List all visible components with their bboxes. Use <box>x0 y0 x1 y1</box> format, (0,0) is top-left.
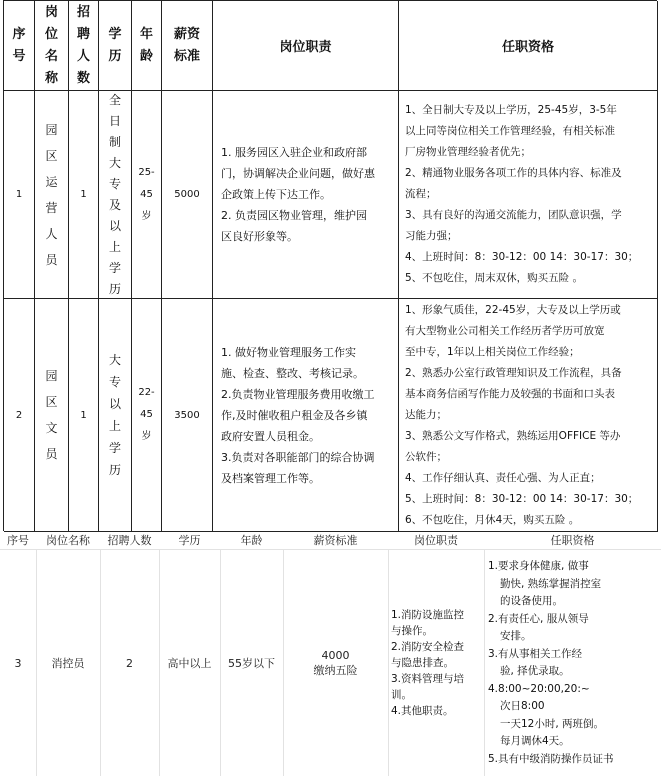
row1-duty-lines <box>213 142 381 247</box>
req-line: 2.有责任心, 服从领导 <box>488 612 589 625</box>
row1-req <box>399 91 658 299</box>
duty-line: 训。 <box>391 689 412 701</box>
t2-row-duty <box>388 550 484 776</box>
t2-header-age: 年龄 <box>240 534 263 547</box>
req-line: 4、工作仔细认真、责任心强、为人正直； <box>405 471 601 484</box>
duty-line: 政府安置人员租金。 <box>221 429 320 443</box>
row2-req <box>399 299 658 532</box>
duty-line: 2.消防安全检查 <box>391 641 465 653</box>
header-seq: 序号 <box>4 1 35 91</box>
req-line: 的设备使用。 <box>500 595 563 607</box>
row1-seq: 1 <box>4 91 35 299</box>
t2-duty-lines <box>388 607 464 719</box>
row2-salary: 3500 <box>162 299 213 532</box>
duty-line: 门，协调解决企业问题，做好惠 <box>221 167 375 180</box>
duty-line: 区良好形象等。 <box>221 230 298 243</box>
req-line: 2、精通物业服务各项工作的具体内容、标准及 <box>405 167 622 179</box>
req-line: 公软件； <box>405 450 447 463</box>
req-line: 3.有从事相关工作经 <box>488 647 583 660</box>
row2-age: 22-45岁 <box>132 299 162 532</box>
header-salary: 薪资标准 <box>162 1 213 91</box>
req-line: 一天12小时, 两班倒。 <box>500 717 605 730</box>
row2-duty-lines <box>213 342 381 489</box>
req-line: 达能力； <box>405 408 447 421</box>
req-line: 以上同等岗位相关工作管理经验，有相关标准 <box>405 125 615 137</box>
table-1 <box>3 0 657 531</box>
duty-line: 及档案管理工作等。 <box>221 471 320 485</box>
row1-edu: 全日制大专及以上学历 <box>99 91 132 299</box>
t2-req-lines <box>484 558 614 768</box>
row2-duty <box>213 299 399 532</box>
header-duty: 岗位职责 <box>213 1 399 91</box>
duty-line: 施、检查、整改、考核记录。 <box>221 366 364 380</box>
row2-seq: 2 <box>4 299 35 532</box>
row2-name: 园区文员 <box>35 299 69 532</box>
req-line: 有大型物业公司相关工作经历者学历可放宽 <box>405 324 605 337</box>
t2-row-seq: 3 <box>14 656 22 670</box>
duty-line: 4.其他职责。 <box>391 705 454 717</box>
t2-row-req <box>484 550 661 776</box>
t2-header-name: 岗位名称 <box>46 534 90 547</box>
req-line: 勤快, 熟练掌握消控室 <box>500 577 602 590</box>
duty-line: 1. 做好物业管理服务工作实 <box>221 345 356 359</box>
req-line: 4.8:00~20:00,20:~ <box>488 682 590 695</box>
t2-row-name: 消控员 <box>51 657 85 670</box>
t2-header-edu: 学历 <box>178 534 201 547</box>
req-line: 每月调休4天。 <box>500 735 570 747</box>
req-line: 安排。 <box>500 630 532 642</box>
req-line: 5.具有中级消防操作员证书 <box>488 752 614 765</box>
row1-count: 1 <box>69 91 99 299</box>
req-line: 验, 择优录取。 <box>500 665 570 677</box>
req-line: 1、全日制大专及以上学历，25-45岁，3-5年 <box>405 104 617 116</box>
duty-line: 3.负责对各职能部门的综合协调 <box>221 450 375 464</box>
row1-req-lines <box>399 100 644 289</box>
header-name: 岗位名称 <box>35 1 69 91</box>
duty-line: 2.负责物业管理服务费用收缴工 <box>221 387 375 401</box>
t2-header-seq: 序号 <box>7 534 29 547</box>
req-line: 5、上班时间：8：30-12：00 14：30-17：30； <box>405 492 639 505</box>
row2-edu: 大专以上学历 <box>99 299 132 532</box>
header-req: 任职资格 <box>399 1 658 91</box>
duty-line: 与隐患排查。 <box>391 657 454 669</box>
row2-count: 1 <box>69 299 99 532</box>
req-line: 流程； <box>405 188 437 200</box>
duty-line: 企政策上传下达工作。 <box>221 188 331 201</box>
row1-age: 25-45岁 <box>132 91 162 299</box>
t2-header-duty: 岗位职责 <box>414 534 458 547</box>
table-2 <box>0 531 661 776</box>
req-line: 1、形象气质佳，22-45岁，大专及以上学历或 <box>405 303 621 316</box>
duty-line: 1. 服务园区入驻企业和政府部 <box>221 146 367 159</box>
t2-row-count: 2 <box>126 656 133 670</box>
t2-row-age: 55岁以下 <box>228 657 275 670</box>
req-line: 次日8:00 <box>500 700 545 712</box>
req-line: 5、不包吃住，周末双休，购买五险 。 <box>405 272 584 284</box>
req-line: 厂房物业管理经验者优先； <box>405 146 531 158</box>
req-line: 2、熟悉办公室行政管理知识及工作流程，具备 <box>405 366 622 379</box>
header-age: 年龄 <box>132 1 162 91</box>
t2-row-salary: 4000 缴纳五险 <box>313 648 358 677</box>
t2-row-edu: 高中以上 <box>167 657 212 670</box>
duty-line: 2. 负责园区物业管理，维护园 <box>221 209 367 222</box>
req-line: 6、不包吃住，月休4天，购买五险 。 <box>405 513 580 526</box>
row1-name: 园区运营人员 <box>35 91 69 299</box>
req-line: 1.要求身体健康, 做事 <box>488 560 589 572</box>
header-edu: 学历 <box>99 1 132 91</box>
t2-header-salary: 薪资标准 <box>313 534 358 547</box>
row1-duty <box>213 91 399 299</box>
req-line: 3、具有良好的沟通交流能力，团队意识强，学 <box>405 209 622 221</box>
duty-line: 1.消防设施监控 <box>391 609 465 621</box>
duty-line: 与操作。 <box>391 625 433 637</box>
req-line: 3、熟悉公文写作格式，熟练运用OFFICE 等办 <box>405 429 621 442</box>
duty-line: 作,及时催收租户租金及各乡镇 <box>221 408 368 422</box>
t2-header-req: 任职资格 <box>550 534 595 547</box>
req-line: 习能力强； <box>405 230 458 242</box>
req-line: 4、上班时间：8：30-12：00 14：30-17：30； <box>405 251 639 263</box>
row1-salary: 5000 <box>162 91 213 299</box>
header-count: 招聘人数 <box>69 1 99 91</box>
t2-header-count: 招聘人数 <box>107 534 152 547</box>
row2-req-lines <box>399 300 644 531</box>
req-line: 基本商务信函写作能力及较强的书面和口头表 <box>405 387 615 400</box>
req-line: 至中专，1年以上相关岗位工作经验； <box>405 345 580 358</box>
duty-line: 3.资料管理与培 <box>391 673 465 685</box>
